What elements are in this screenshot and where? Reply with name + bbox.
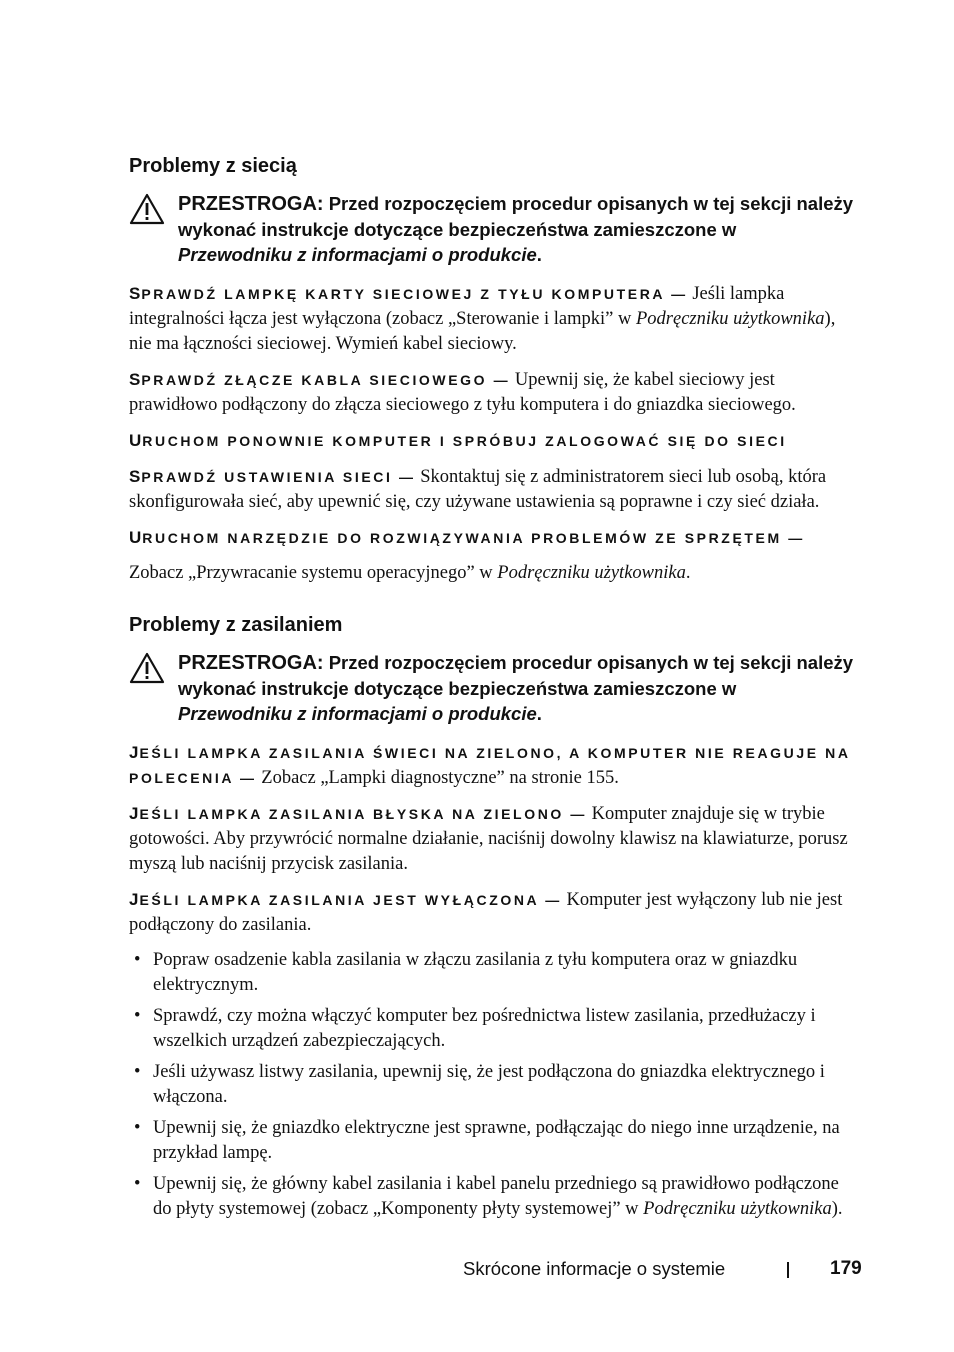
network-item-4: SPRAWDŹ USTAWIENIA SIECI — Skontaktuj się z administratorem sieci lub osobą, która skonfigurowała sieć, aby upewnić się, czy używane ustawienia są poprawne i czy sieć działa. [129, 467, 827, 512]
page-number: 179 [830, 1258, 862, 1279]
caution-end: . [536, 703, 542, 724]
warning-triangle-icon [129, 652, 165, 684]
caution-italic: Przewodniku z informacjami o produkcie [178, 244, 537, 265]
bullet: • [134, 950, 141, 970]
warning-triangle-icon [129, 193, 165, 225]
bullet: • [134, 1174, 141, 1194]
item-lead: SPRAWDŹ ZŁĄCZE KABLA SIECIOWEGO — [129, 370, 511, 389]
caution-power [129, 650, 855, 726]
caution-label: PRZESTROGA: [178, 652, 324, 674]
footer-title: Skrócone informacje o systemie [463, 1258, 726, 1279]
page-content [129, 153, 855, 1228]
caution-end: . [536, 244, 542, 265]
power-bullet-list [129, 948, 855, 1222]
bullet: • [134, 1006, 141, 1026]
bullet: • [134, 1062, 141, 1082]
item-lead: SPRAWDŹ USTAWIENIA SIECI — [129, 467, 416, 486]
list-item: • Popraw osadzenie kabla zasilania w złączu zasilania z tyłu komputera oraz w gniazdku elektrycznym. [134, 950, 798, 995]
section-heading-network: Problemy z siecią [129, 155, 297, 177]
caution-text: Przed rozpoczęciem procedur opisanych w tej sekcji należy wykonać instrukcje dotyczące bezpieczeństwa zamieszczone w [178, 193, 854, 240]
power-item-3: JEŚLI LAMPKA ZASILANIA JEST WYŁĄCZONA — Komputer jest wyłączony lub nie jest podłączony do zasilania. [129, 890, 843, 935]
network-item-1: SPRAWDŹ LAMPKĘ KARTY SIECIOWEJ Z TYŁU KOMPUTERA — Jeśli lampka integralności łącza jest wyłączona (zobacz „Sterowanie i lampki” w Podręczniku użytkownika), nie ma łączności sieciowej. Wymień kabel sieciowy. [129, 284, 836, 354]
footer-separator [787, 1262, 789, 1278]
caution-label: PRZESTROGA: [178, 193, 324, 215]
list-item: • Jeśli używasz listwy zasilania, upewnij się, że jest podłączona do gniazdka elektrycznego i włączona. [134, 1062, 825, 1107]
item-lead: JEŚLI LAMPKA ZASILANIA BŁYSKA NA ZIELONO — [129, 804, 587, 823]
caution-text: Przed rozpoczęciem procedur opisanych w tej sekcji należy wykonać instrukcje dotyczące bezpieczeństwa zamieszczone w [178, 652, 854, 699]
list-item: • Sprawdź, czy można włączyć komputer bez pośrednictwa listew zasilania, przedłużaczy i wszelkich urządzeń zabezpieczających. [134, 1006, 816, 1051]
network-item-5 [129, 525, 855, 551]
section-heading-power: Problemy z zasilaniem [129, 614, 343, 636]
item-lead: URUCHOM PONOWNIE KOMPUTER I SPRÓBUJ ZALOGOWAĆ SIĘ DO SIECI [129, 431, 787, 450]
item-lead: URUCHOM NARZĘDZIE DO ROZWIĄZYWANIA PROBLEMÓW ZE SPRZĘTEM — [129, 528, 805, 547]
item-lead: JEŚLI LAMPKA ZASILANIA ŚWIECI NA ZIELONO, A KOMPUTER NIE REAGUJE NA POLECENIA — [129, 743, 851, 786]
bullet: • [134, 1118, 141, 1138]
caution-italic: Przewodniku z informacjami o produkcie [178, 703, 537, 724]
network-item-2: SPRAWDŹ ZŁĄCZE KABLA SIECIOWEGO — Upewnij się, że kabel sieciowy jest prawidłowo podłączony do złącza sieciowego z tyłu komputera i do gniazdka sieciowego. [129, 370, 796, 415]
power-item-1: JEŚLI LAMPKA ZASILANIA ŚWIECI NA ZIELONO, A KOMPUTER NIE REAGUJE NA POLECENIA — Zobacz „Lampki diagnostyczne” na stronie 155. [129, 743, 851, 788]
caution-network [129, 191, 855, 267]
page-footer [463, 1256, 863, 1282]
network-see-also: Zobacz „Przywracanie systemu operacyjnego” w Podręczniku użytkownika. [129, 563, 691, 583]
item-lead: JEŚLI LAMPKA ZASILANIA JEST WYŁĄCZONA — [129, 890, 562, 909]
item-lead: SPRAWDŹ LAMPKĘ KARTY SIECIOWEJ Z TYŁU KOMPUTERA — [129, 284, 688, 303]
list-item: • Upewnij się, że główny kabel zasilania i kabel panelu przedniego są prawidłowo podłączone do płyty systemowej (zobacz „Komponenty płyty systemowej” w Podręczniku użytkownika). [134, 1174, 843, 1219]
power-item-2: JEŚLI LAMPKA ZASILANIA BŁYSKA NA ZIELONO — Komputer znajduje się w trybie gotowości. Aby przywrócić normalne działanie, naciśnij dowolny klawisz na klawiaturze, porusz myszą lub naciśnij przycisk zasilania. [129, 804, 848, 874]
network-item-3 [129, 428, 855, 454]
list-item: • Upewnij się, że gniazdko elektryczne jest sprawne, podłączając do niego inne urządzenie, na przykład lampę. [134, 1118, 840, 1163]
